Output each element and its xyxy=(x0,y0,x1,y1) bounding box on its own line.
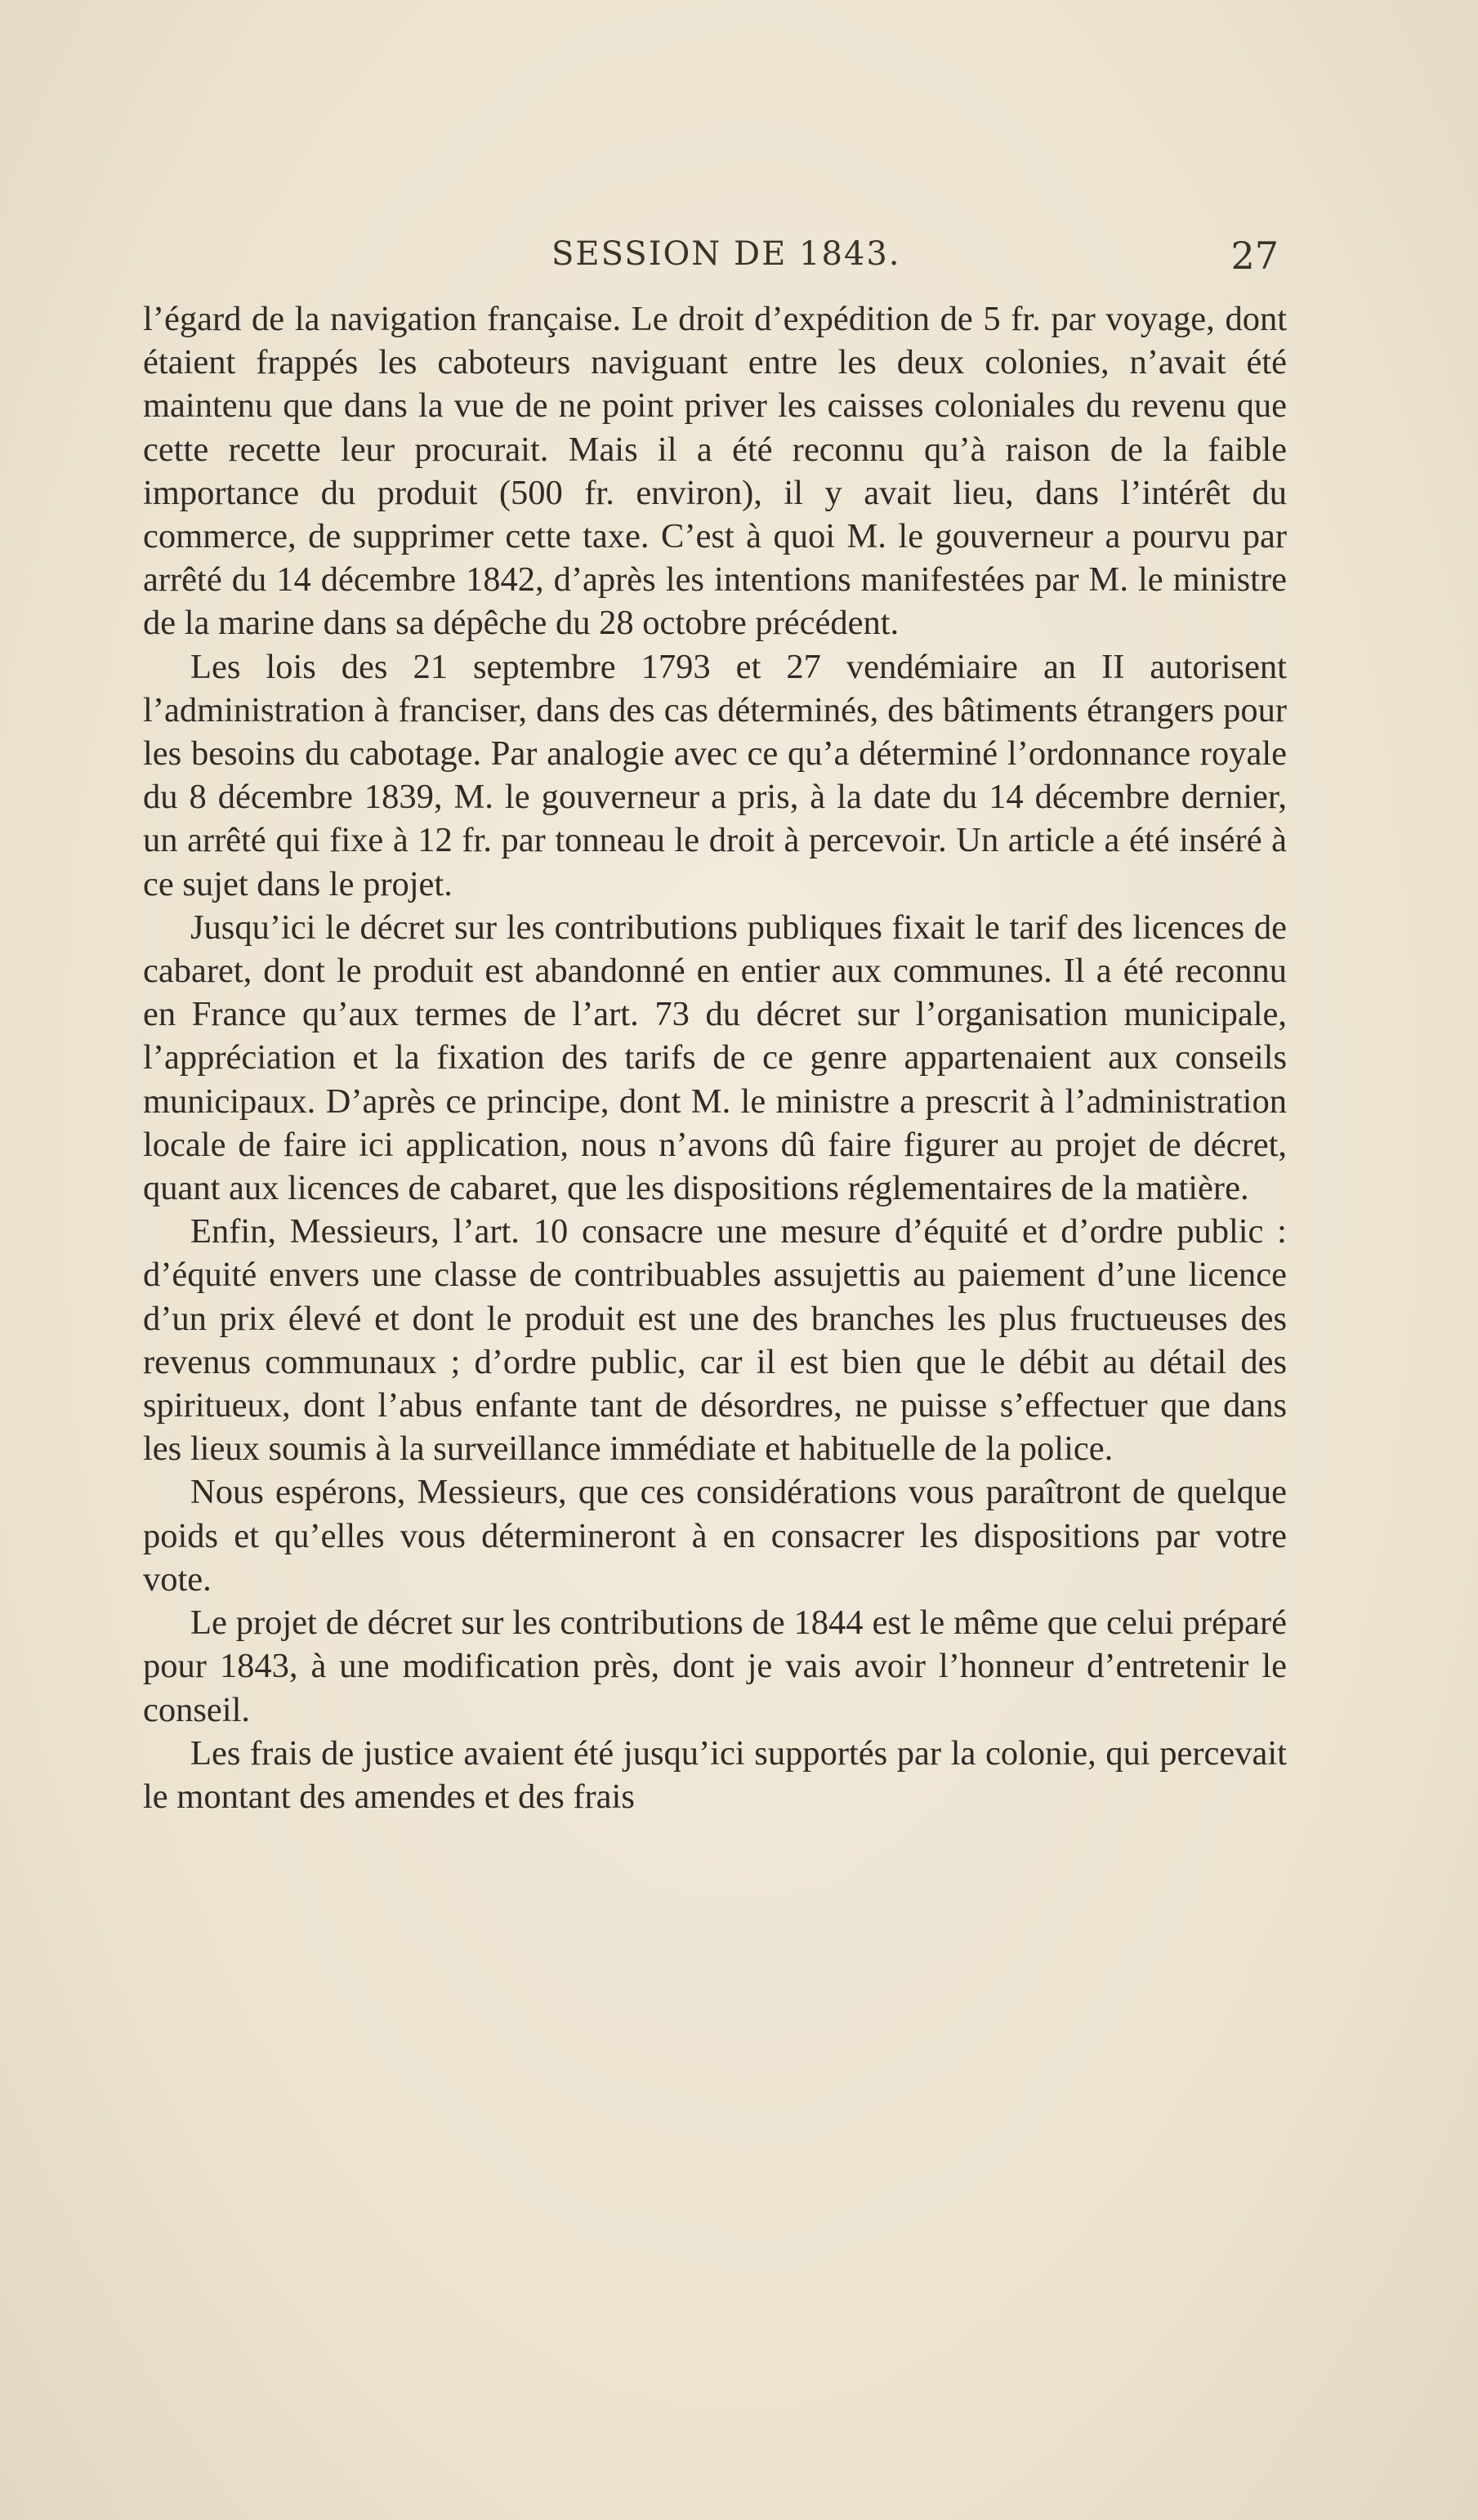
page-number: 27 xyxy=(1230,234,1279,278)
paragraph-contributions-1844: Le projet de décret sur les contributions de 1844 est le même que celui préparé pour 1843, à une modification près, dont je vais avoir l’honneur d’entretenir le conseil. xyxy=(143,1603,1287,1729)
paragraph-frais-justice: Les frais de justice avaient été jusqu’ici supportés par la colonie, qui percevait le montant des amendes et des frais xyxy=(143,1733,1287,1816)
paragraph-article-10: Enfin, Messieurs, l’art. 10 consacre une mesure d’équité et d’ordre public : d’équité envers une classe de contribuables assujettis au paiement d’une licence d’un prix élevé et dont le produit est une des branches les plus fructueuses des revenus communaux ; d’ordre public, car il est bien que le débit au détail des spiritueux, dont l’abus enfante tant de désordres, ne puisse s’effectuer que dans les lieux soumis à la surveillance immédiate et habituelle de la police. xyxy=(143,1212,1287,1469)
page-header xyxy=(143,230,1279,279)
paragraph-considerations: Nous espérons, Messieurs, que ces considérations vous paraîtront de quelque poids et qu’elles vous détermineront à en consacrer les dispositions par votre vote. xyxy=(143,1473,1287,1599)
paragraph-licences-cabaret: Jusqu’ici le décret sur les contributions publiques fixait le tarif des licences de cabaret, dont le produit est abandonné en entier aux communes. Il a été reconnu en France qu’aux termes de l’art. 73 du décret sur l’organisation municipale, l’appréciation et la fixation des tarifs de ce genre appartenaient aux conseils municipaux. D’après ce principe, dont M. le ministre a prescrit à l’administration locale de faire ici application, nous n’avons dû faire figurer au projet de décret, quant aux licences de cabaret, que les dispositions réglementaires de la matière. xyxy=(143,908,1287,1208)
paragraph-francisation: Les lois des 21 septembre 1793 et 27 vendémiaire an II autorisent l’administration à franciser, dans des cas déterminés, des bâtiments étrangers pour les besoins du cabotage. Par analogie avec ce qu’a déterminé l’ordonnance royale du 8 décembre 1839, M. le gouverneur a pris, à la date du 14 décembre dernier, un arrêté qui fixe à 12 fr. par tonneau le droit à percevoir. Un article a été inséré à ce sujet dans le projet. xyxy=(143,647,1287,903)
body-text xyxy=(143,297,1287,1818)
paragraph-continuation: l’égard de la navigation française. Le droit d’expédition de 5 fr. par voyage, dont étaient frappés les caboteurs naviguant entre les deux colonies, n’avait été maintenu que dans la vue de ne point priver les caisses coloniales du revenu que cette recette leur procurait. Mais il a été reconnu qu’à raison de la faible importance du produit (500 fr. environ), il y avait lieu, dans l’intérêt du commerce, de supprimer cette taxe. C’est à quoi M. le gouverneur a pourvu par arrêté du 14 décembre 1842, d’après les intentions manifestées par M. le ministre de la marine dans sa dépêche du 28 octobre précédent. xyxy=(143,300,1287,643)
running-title: SESSION DE 1843. xyxy=(551,235,901,273)
